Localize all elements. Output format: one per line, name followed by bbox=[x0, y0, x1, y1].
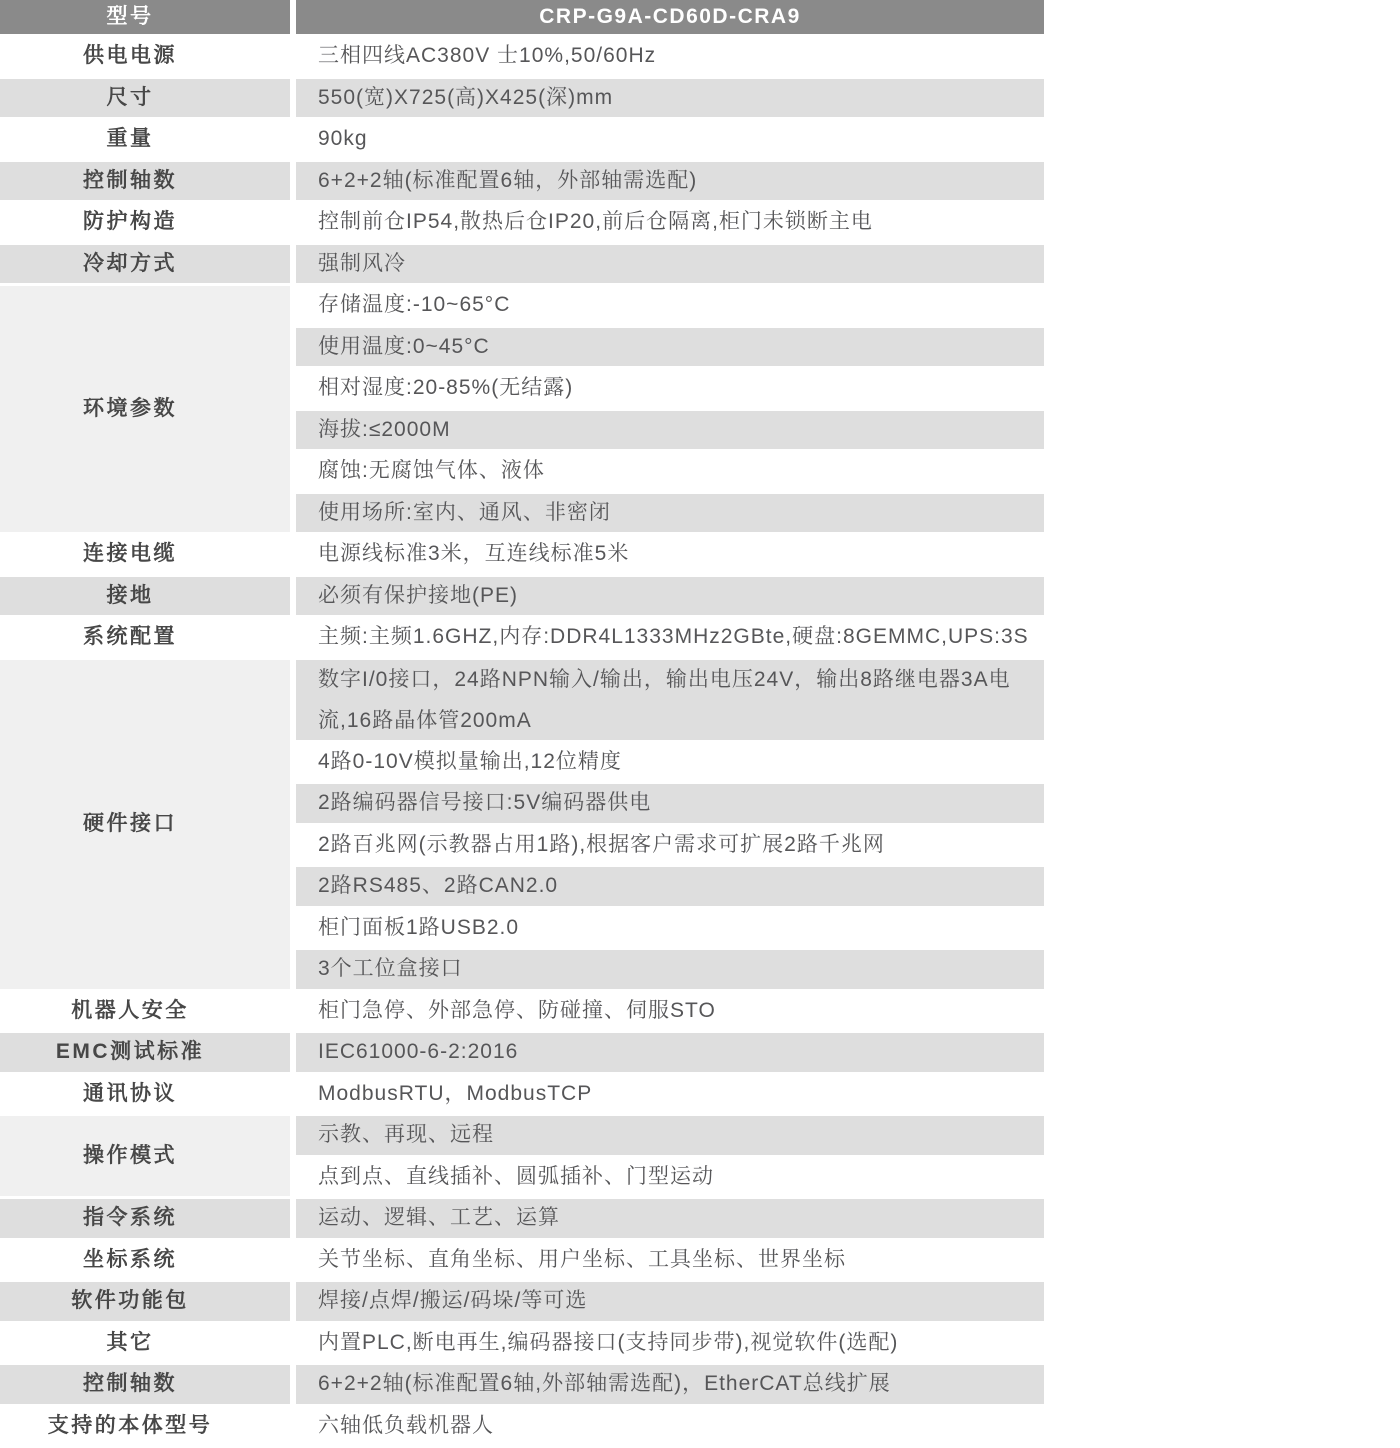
row-label-supported-robot-type: 支持的本体型号 bbox=[0, 1407, 290, 1448]
row-label-coordinate-system: 坐标系统 bbox=[0, 1241, 290, 1283]
row-label-software-package: 软件功能包 bbox=[0, 1282, 290, 1324]
row-label-hardware-interface: 硬件接口 bbox=[0, 660, 290, 992]
row-value-env-altitude: 海拔:≤2000M bbox=[296, 411, 1044, 453]
row-label-communication-protocol: 通讯协议 bbox=[0, 1075, 290, 1117]
row-value-env-corrosion: 腐蚀:无腐蚀气体、液体 bbox=[296, 452, 1044, 494]
header-model-label: 型号 bbox=[0, 0, 290, 37]
row-label-cooling-method: 冷却方式 bbox=[0, 245, 290, 287]
hw-digital-io-text: 数字I/0接口，24路NPN输入/输出，输出电压24V，输出8路继电器3A电流,16路晶体管200mA bbox=[318, 659, 1030, 741]
row-label-power-supply: 供电电源 bbox=[0, 37, 290, 79]
row-value-system-config: 主频:主频1.6GHZ,内存:DDR4L1333MHz2GBte,硬盘:8GEMMC,UPS:3S bbox=[296, 618, 1044, 660]
row-value-dimensions: 550(宽)X725(高)X425(深)mm bbox=[296, 79, 1044, 121]
row-label-grounding: 接地 bbox=[0, 577, 290, 619]
row-value-software-package: 焊接/点焊/搬运/码垛/等可选 bbox=[296, 1282, 1044, 1324]
row-label-emc-standard: EMC测试标准 bbox=[0, 1033, 290, 1075]
row-value-env-storage-temp: 存储温度:-10~65°C bbox=[296, 286, 1044, 328]
row-value-control-axes-2: 6+2+2轴(标准配置6轴,外部轴需选配)，EtherCAT总线扩展 bbox=[296, 1365, 1044, 1407]
row-value-hw-encoder-ports: 2路编码器信号接口:5V编码器供电 bbox=[296, 784, 1044, 826]
row-value-hw-rs485-can: 2路RS485、2路CAN2.0 bbox=[296, 867, 1044, 909]
row-label-control-axes: 控制轴数 bbox=[0, 162, 290, 204]
row-value-env-humidity: 相对湿度:20-85%(无结露) bbox=[296, 369, 1044, 411]
row-value-others: 内置PLC,断电再生,编码器接口(支持同步带),视觉软件(选配) bbox=[296, 1324, 1044, 1366]
row-value-protection-structure: 控制前仓IP54,散热后仓IP20,前后仓隔离,柜门未锁断主电 bbox=[296, 203, 1044, 245]
row-value-env-usage-place: 使用场所:室内、通风、非密闭 bbox=[296, 494, 1044, 536]
row-value-hw-ethernet: 2路百兆网(示教器占用1路),根据客户需求可扩展2路千兆网 bbox=[296, 826, 1044, 868]
row-value-connection-cable: 电源线标准3米，互连线标准5米 bbox=[296, 535, 1044, 577]
row-value-robot-safety: 柜门急停、外部急停、防碰撞、伺服STO bbox=[296, 992, 1044, 1034]
row-value-emc-standard: IEC61000-6-2:2016 bbox=[296, 1033, 1044, 1075]
row-label-robot-safety: 机器人安全 bbox=[0, 992, 290, 1034]
row-label-control-axes-2: 控制轴数 bbox=[0, 1365, 290, 1407]
row-label-dimensions: 尺寸 bbox=[0, 79, 290, 121]
row-value-hw-usb: 柜门面板1路USB2.0 bbox=[296, 909, 1044, 951]
row-label-protection-structure: 防护构造 bbox=[0, 203, 290, 245]
row-value-op-modes: 示教、再现、远程 bbox=[296, 1116, 1044, 1158]
row-value-cooling-method: 强制风冷 bbox=[296, 245, 1044, 287]
row-value-op-motions: 点到点、直线插补、圆弧插补、门型运动 bbox=[296, 1158, 1044, 1200]
row-label-instruction-system: 指令系统 bbox=[0, 1199, 290, 1241]
row-value-instruction-system: 运动、逻辑、工艺、运算 bbox=[296, 1199, 1044, 1241]
header-model-value: CRP-G9A-CD60D-CRA9 bbox=[296, 0, 1044, 37]
row-label-weight: 重量 bbox=[0, 120, 290, 162]
row-value-grounding: 必须有保护接地(PE) bbox=[296, 577, 1044, 619]
row-value-hw-digital-io bbox=[296, 660, 1044, 743]
row-label-others: 其它 bbox=[0, 1324, 290, 1366]
row-label-environment-params: 环境参数 bbox=[0, 286, 290, 535]
row-value-communication-protocol: ModbusRTU，ModbusTCP bbox=[296, 1075, 1044, 1117]
row-label-connection-cable: 连接电缆 bbox=[0, 535, 290, 577]
row-value-supported-robot-type: 六轴低负载机器人 bbox=[296, 1407, 1044, 1448]
row-value-hw-analog-output: 4路0-10V模拟量输出,12位精度 bbox=[296, 743, 1044, 785]
row-label-operation-mode: 操作模式 bbox=[0, 1116, 290, 1199]
row-value-coordinate-system: 关节坐标、直角坐标、用户坐标、工具坐标、世界坐标 bbox=[296, 1241, 1044, 1283]
row-label-system-config: 系统配置 bbox=[0, 618, 290, 660]
row-value-weight: 90kg bbox=[296, 120, 1044, 162]
row-value-power-supply: 三相四线AC380V 士10%,50/60Hz bbox=[296, 37, 1044, 79]
row-value-env-operating-temp: 使用温度:0~45°C bbox=[296, 328, 1044, 370]
row-value-hw-station-boxes: 3个工位盒接口 bbox=[296, 950, 1044, 992]
row-value-control-axes: 6+2+2轴(标准配置6轴，外部轴需选配) bbox=[296, 162, 1044, 204]
